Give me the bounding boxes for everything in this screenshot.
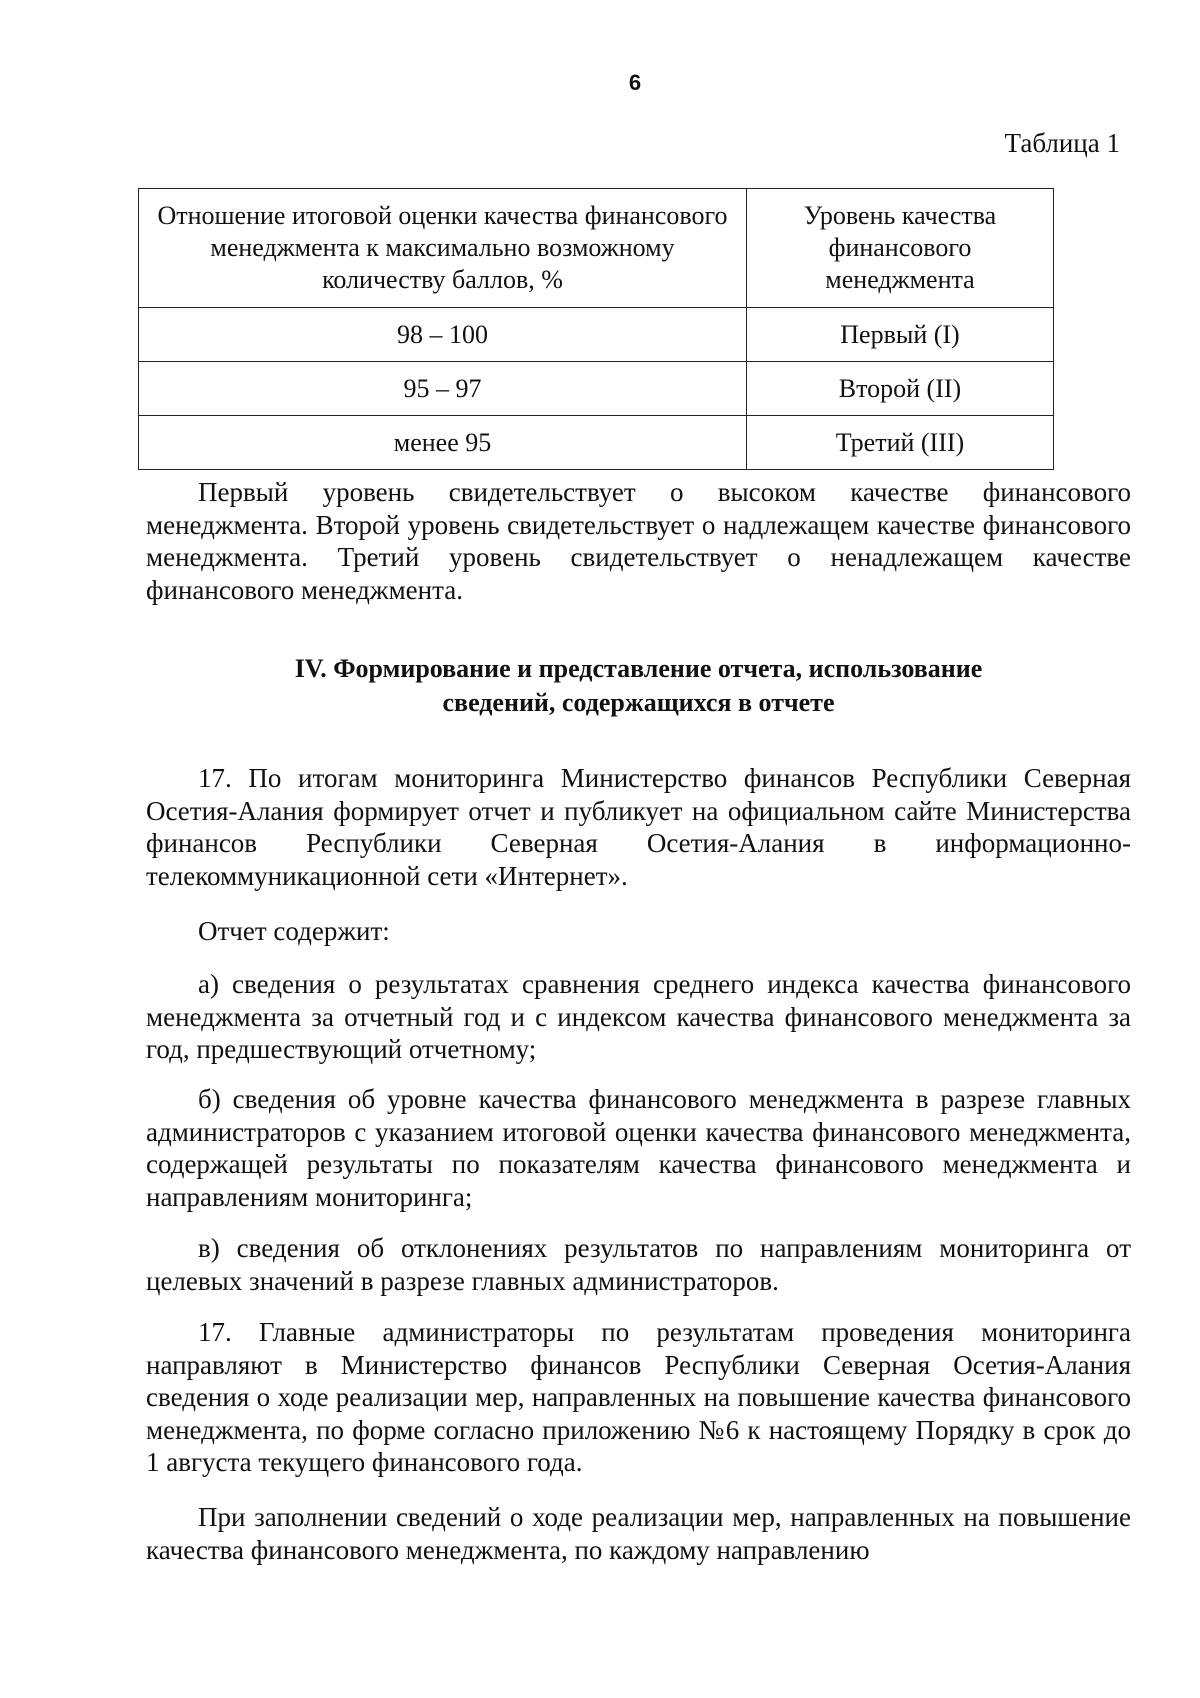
page-number: 6 — [628, 70, 642, 95]
table-cell-level: Второй (II) — [747, 362, 1054, 416]
table-row — [139, 362, 1054, 416]
paragraph-17-administrators: 17. Главные администраторы по результатам проведения мониторинга направляют в Министерство финансов Республики Северная Осетия-Алания сведения о ходе реализации мер, направленных на повышение качества финансового менеджмента, по форме согласно приложению №6 к настоящему Порядку в срок до 1 августа текущего финансового года. — [146, 1317, 1131, 1477]
section-heading — [146, 652, 1131, 720]
report-contains-paragraph: Отчет содержит: — [198, 916, 390, 946]
table-header-row — [139, 189, 1054, 308]
list-item-c: в) сведения об отклонениях результатов по направлениям мониторинга от целевых значений в разрезе главных администраторов. — [146, 1233, 1131, 1296]
quality-levels-table — [138, 188, 1054, 470]
table-cell-range: 98 – 100 — [139, 308, 747, 362]
paragraph-filling-info: При заполнении сведений о ходе реализации мер, направленных на повышение качества финансового менеджмента, по каждому направлению — [146, 1502, 1131, 1565]
table-cell-range: 95 – 97 — [139, 362, 747, 416]
table-caption: Таблица 1 — [1004, 128, 1120, 158]
table-row — [139, 308, 1054, 362]
paragraph-17-report: 17. По итогам мониторинга Министерство финансов Республики Северная Осетия-Алания формирует отчет и публикует на официальном сайте Министерства финансов Республики Северная Осетия-Алания в информационно-телекоммуникационной сети «Интернет». — [146, 763, 1131, 891]
table-header-score-ratio: Отношение итоговой оценки качества финансового менеджмента к максимально возможному количеству баллов, % — [139, 189, 747, 308]
table-header-quality-level: Уровень качества финансового менеджмента — [747, 189, 1054, 308]
table-cell-level: Первый (I) — [747, 308, 1054, 362]
list-item-b: б) сведения об уровне качества финансового менеджмента в разрезе главных администраторов с указанием итоговой оценки качества финансового менеджмента, содержащей результаты по показателям качества финансового менеджмента и направлениям мониторинга; — [146, 1084, 1131, 1212]
table-row — [139, 416, 1054, 470]
levels-explanation-paragraph: Первый уровень свидетельствует о высоком качестве финансового менеджмента. Второй уровень свидетельствует о надлежащем качестве финансового менеджмента. Третий уровень свидетельствует о ненадлежащем качестве финансового менеджмента. — [146, 477, 1131, 605]
section-heading-line: IV. Формирование и представление отчета, использование — [294, 654, 983, 683]
table-cell-level: Третий (III) — [747, 416, 1054, 470]
list-item-a: а) сведения о результатах сравнения среднего индекса качества финансового менеджмента за отчетный год и с индексом качества финансового менеджмента за год, предшествующий отчетному; — [146, 969, 1131, 1064]
section-heading-line: сведений, содержащихся в отчете — [442, 688, 835, 717]
table-cell-range: менее 95 — [139, 416, 747, 470]
